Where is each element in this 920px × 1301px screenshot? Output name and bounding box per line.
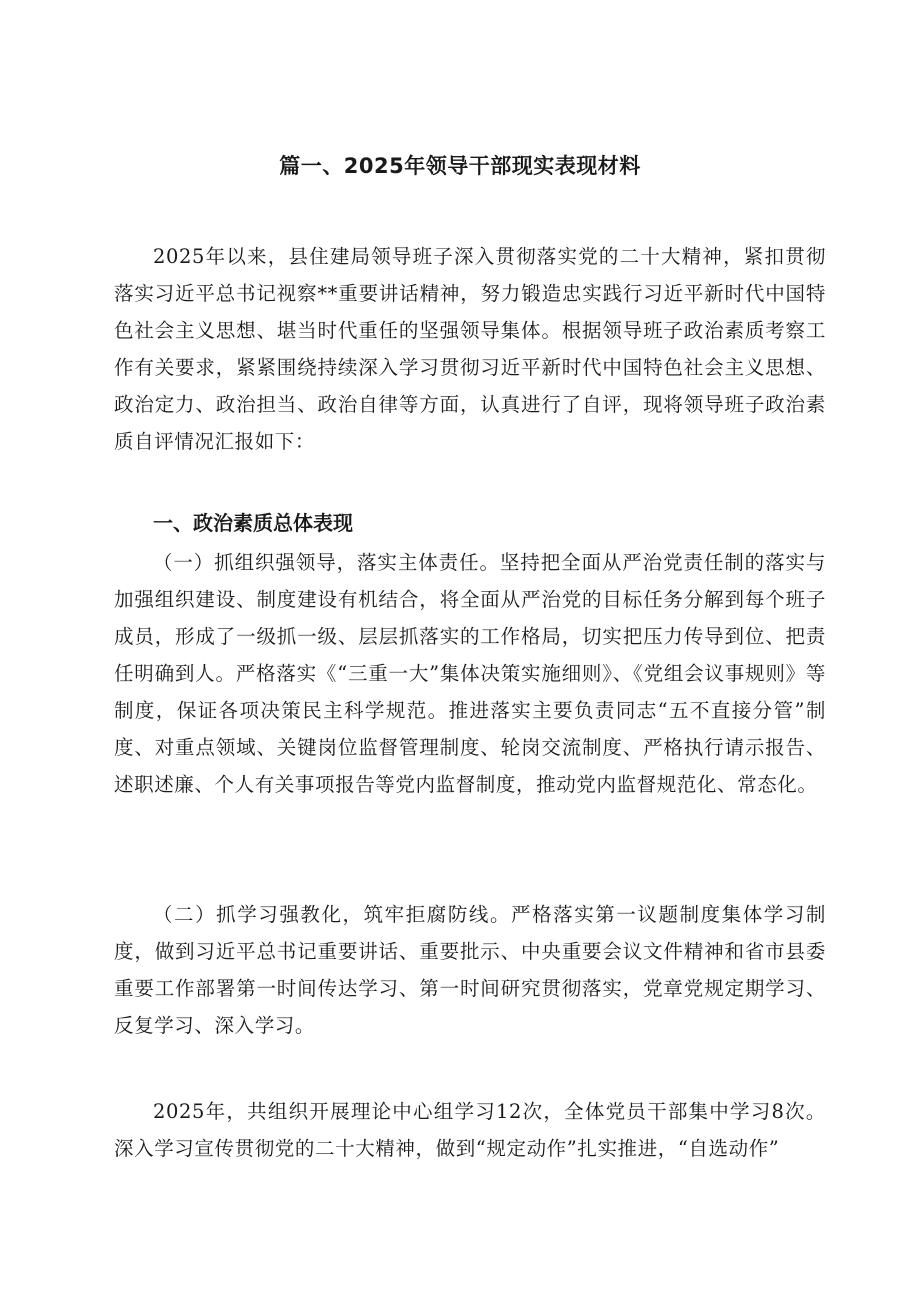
section-heading: 一、政治素质总体表现 <box>153 511 353 535</box>
document-title: 篇一、2025年领导干部现实表现材料 <box>279 154 641 178</box>
intro-paragraph: 2025年以来，县住建局领导班子深入贯彻落实党的二十大精神，紧扣贯彻落实习近平总书记视察**重要讲话精神，努力锻造忠实践行习近平新时代中国特色社会主义思想、堪当时代重任的坚强领导集体。根据领导班子政治素质考察工作有关要求，紧紧围绕持续深入学习贯彻习近平新时代中国特色社会主义思想、政治定力、政治担当、政治自律等方面，认真进行了自评，现将领导班子政治素质自评情况汇报如下： <box>114 245 826 453</box>
item-one-paragraph: （一）抓组织强领导，落实主体责任。坚持把全面从严治党责任制的落实与加强组织建设、制度建设有机结合，将全面从严治党的目标任务分解到每个班子成员，形成了一级抓一级、层层抓落实的工作格局，切实把压力传导到位、把责任明确到人。严格落实《“三重一大”集体决策实施细则》、《党组会议事规则》等制度，保证各项决策民主科学规范。推进落实主要负责同志“五不直接分管”制度、对重点领域、关键岗位监督管理制度、轮岗交流制度、严格执行请示报告、述职述廉、个人有关事项报告等党内监督制度，推动党内监督规范化、常态化。 <box>114 551 826 796</box>
item-two-paragraph: （二）抓学习强教化，筑牢拒腐防线。严格落实第一议题制度集体学习制度，做到习近平总书记重要讲话、重要批示、中央重要会议文件精神和省市县委重要工作部署第一时间传达学习、第一时间研究贯彻落实，党章党规定期学习、反复学习、深入学习。 <box>114 903 826 1037</box>
study-stats-paragraph: 2025年，共组织开展理论中心组学习12次，全体党员干部集中学习8次。深入学习宣传贯彻党的二十大精神，做到“规定动作”扎实推进，“自选动作” <box>114 1100 826 1160</box>
